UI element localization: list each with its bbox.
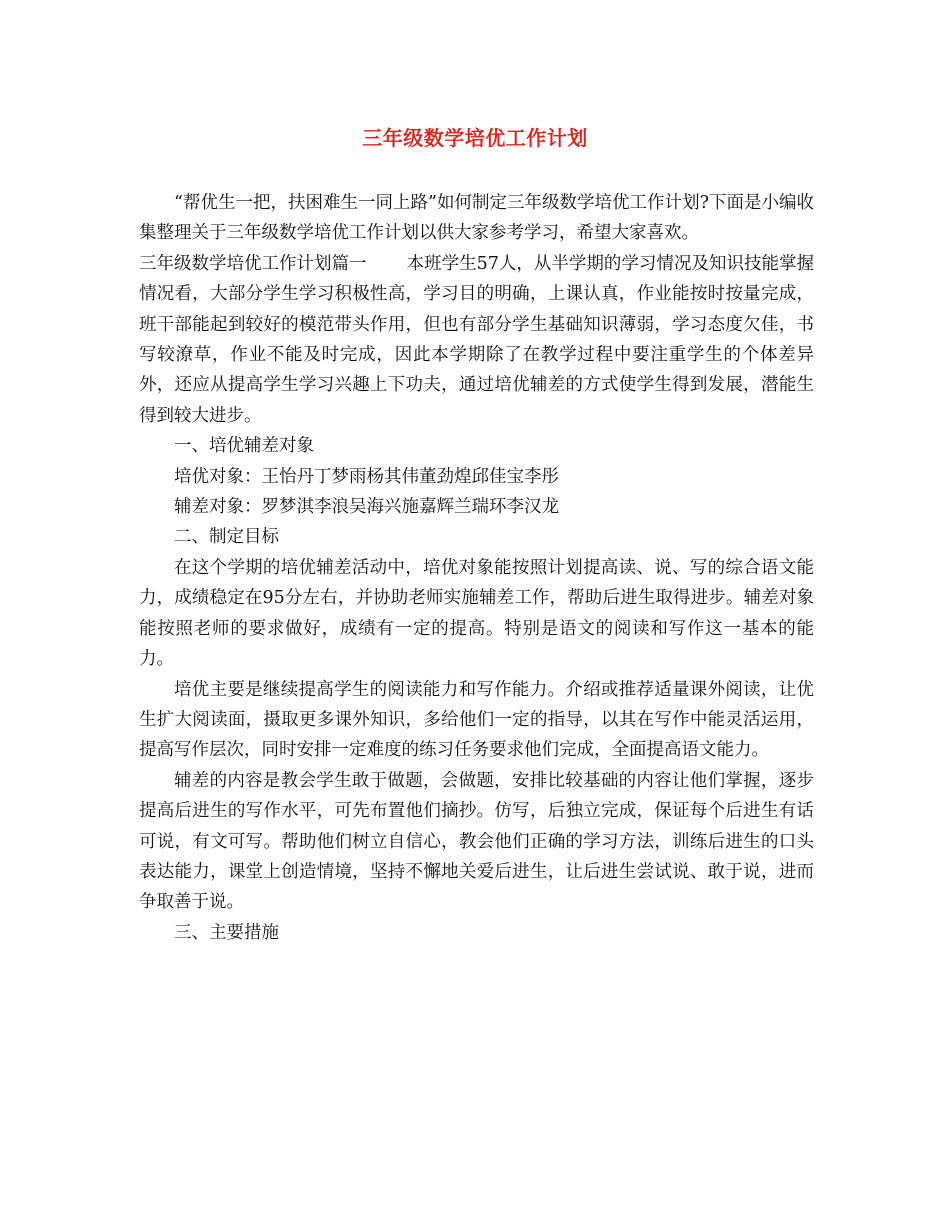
document-body: [139, 188, 814, 948]
assist-students-line: 辅差对象：罗梦淇李浪吴海兴施嘉辉兰瑞环李汉龙: [174, 497, 559, 518]
goals-paragraph: 在这个学期的培优辅差活动中，培优对象能按照计划提高读、说、写的综合语文能力，成绩稳定在95分左右，并协助老师实施辅差工作，帮助后进生取得进步。辅差对象能按照老师的要求做好，成绩有一定的提高。特别是语文的阅读和写作这一基本的能力。: [139, 557, 814, 670]
assist-plan-paragraph: 辅差的内容是教会学生敢于做题，会做题，安排比较基础的内容让他们掌握，逐步提高后进生的写作水平，可先布置他们摘抄。仿写，后独立完成，保证每个后进生有话可说，有文可写。帮助他们树立自信心，教会他们正确的学习方法，训练后进生的口头表达能力，课堂上创造情境，坚持不懈地关爱后进生，让后进生尝试说、敢于说，进而争取善于说。: [139, 770, 814, 913]
section-heading-1: 一、培优辅差对象: [174, 436, 314, 457]
section-heading-3: 三、主要措施: [174, 922, 279, 943]
part-body: 本班学生57人，从半学期的学习情况及知识技能掌握情况看，大部分学生学习积极性高，学习目的明确，上课认真，作业能按时按量完成，班干部能起到较好的模范带头作用，但也有部分学生基础知识薄弱，学习态度欠佳，书写较潦草，作业不能及时完成，因此本学期除了在教学过程中要注重学生的个体差异外，还应从提高学生学习兴趣上下功夫，通过培优辅差的方式使学生得到发展，潜能生得到较大进步。: [139, 253, 814, 426]
part-label: 三年级数学培优工作计划篇一: [139, 253, 367, 274]
intro-paragraph: “帮优生一把，扶困难生一同上路”如何制定三年级数学培优工作计划?下面是小编收集整理关于三年级数学培优工作计划以供大家参考学习，希望大家喜欢。: [139, 193, 814, 244]
part-one-paragraph: [139, 249, 814, 431]
document-title: 三年级数学培优工作计划: [362, 126, 588, 150]
excellent-plan-paragraph: 培优主要是继续提高学生的阅读能力和写作能力。介绍或推荐适量课外阅读，让优生扩大阅读面，摄取更多课外知识，多给他们一定的指导，以其在写作中能灵活运用，提高写作层次，同时安排一定难度的练习任务要求他们完成，全面提高语文能力。: [139, 679, 814, 761]
excellent-students-line: 培优对象：王怡丹丁梦雨杨其伟董劲煌邱佳宝李彤: [174, 466, 559, 487]
section-heading-2: 二、制定目标: [174, 527, 279, 548]
